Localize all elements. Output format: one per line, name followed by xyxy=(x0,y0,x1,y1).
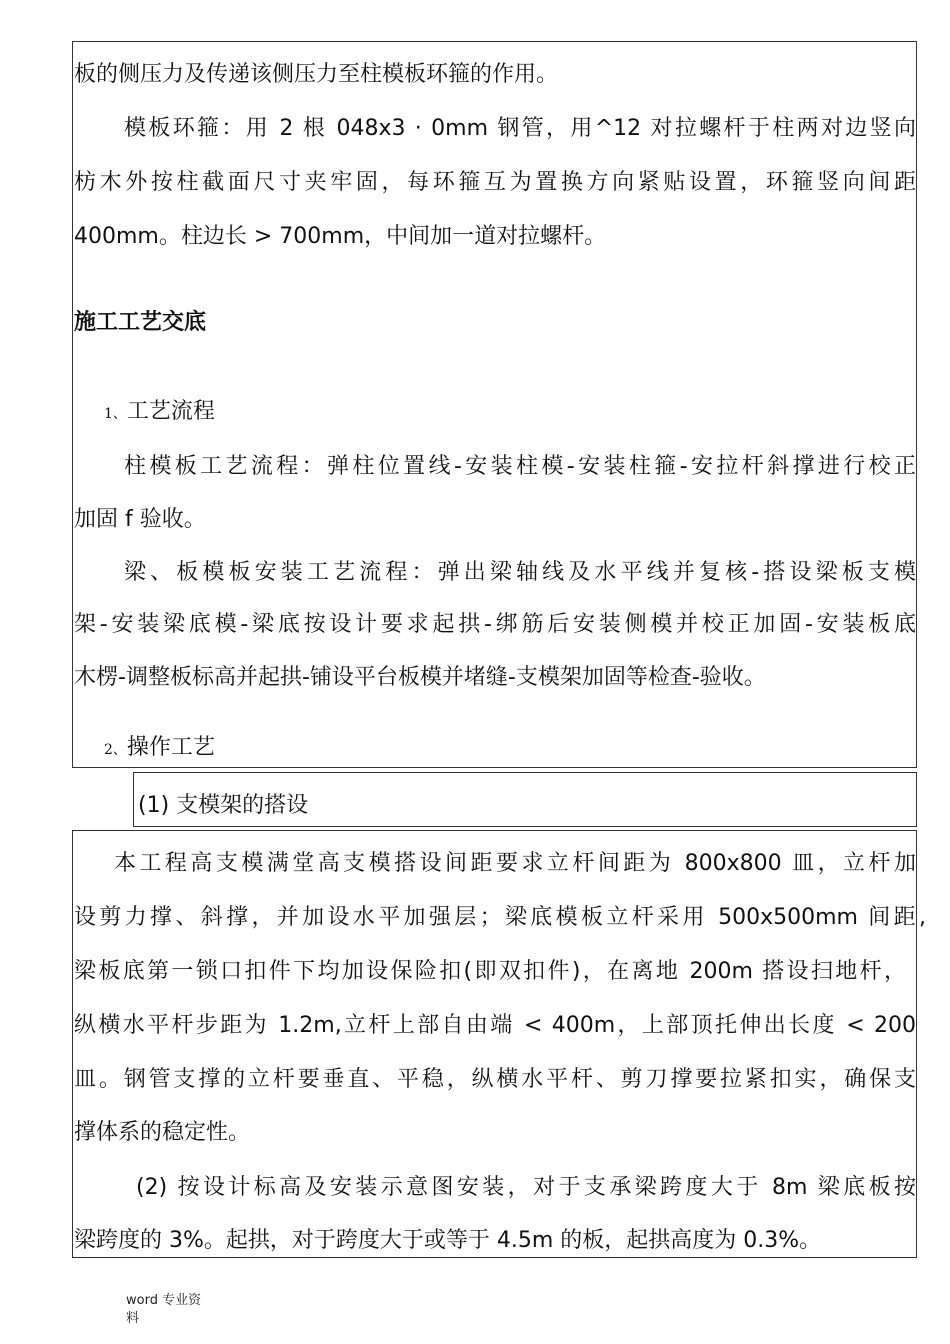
flow-line-1: 柱模板工艺流程：弹柱位置线-安装柱模-安装柱箍-安拉杆斜撑进行校正 xyxy=(124,454,916,479)
section1-line-3: 枋木外按柱截面尺寸夹牢固，每环箍互为置换方向紧贴设置，环箍竖向间距 xyxy=(74,170,916,195)
footer-line-2: 料 xyxy=(126,1311,140,1326)
flow-line-5: 木楞-调整板标高并起拱-铺设平台板模并堵缝-支模架加固等检查-验收。 xyxy=(74,665,766,690)
body-line-5: 皿。钢管支撑的立杆要垂直、平稳，纵横水平杆、剪刀撑要拉紧扣实，确保支 xyxy=(74,1067,916,1092)
sub1-heading: (1) 支模架的搭设 xyxy=(138,793,309,818)
sub2-line-1: (2) 按设计标高及安装示意图安装，对于支承梁跨度大于 8m 梁底板按 xyxy=(136,1175,916,1200)
footer-line-1: word 专业资 xyxy=(126,1293,202,1308)
body-line-3: 梁板底第一锁口扣件下均加设保险扣(即双扣件)，在离地 200m 搭设扫地杆， xyxy=(74,959,906,984)
section1-line-2: 模板环箍：用 2 根 048x3 · 0mm 钢管，用^12 对拉螺杆于柱两对边竖向 xyxy=(124,116,916,141)
step2-number: 2、 xyxy=(104,742,127,758)
flow-line-3: 梁、板模板安装工艺流程：弹出梁轴线及水平线并复核-搭设梁板支模 xyxy=(124,560,916,585)
section1-line-4: 400mm。柱边长 > 700mm，中间加一道对拉螺杆。 xyxy=(74,224,607,249)
step1-title: 工艺流程 xyxy=(126,399,215,424)
body-line-2: 设剪力撑、斜撑，并加设水平加强层；梁底模板立杆采用 500x500mm 间距, xyxy=(74,905,926,930)
section-heading: 施工工艺交底 xyxy=(74,310,207,335)
flow-line-2: 加固 f 验收。 xyxy=(74,507,206,532)
flow-line-4: 架-安装梁底模-梁底按设计要求起拱-绑筋后安装侧模并校正加固-安装板底 xyxy=(74,612,916,637)
step1-number: 1、 xyxy=(104,406,127,422)
step2-heading xyxy=(104,733,215,765)
step1-heading xyxy=(104,397,215,429)
step2-title: 操作工艺 xyxy=(126,735,215,760)
body-line-4: 纵横水平杆步距为 1.2m,立杆上部自由端 < 400m，上部顶托伸出长度 < 200 xyxy=(74,1013,916,1038)
section1-line-1: 板的侧压力及传递该侧压力至柱模板环箍的作用。 xyxy=(74,62,559,87)
body-line-6: 撑体系的稳定性。 xyxy=(74,1120,251,1145)
body-line-1: 本工程高支模满堂高支模搭设间距要求立杆间距为 800x800 皿，立杆加 xyxy=(114,851,916,876)
footer-note xyxy=(126,1292,201,1328)
sub2-line-2: 梁跨度的 3%。起拱，对于跨度大于或等于 4.5m 的板，起拱高度为 0.3%。 xyxy=(74,1228,822,1253)
